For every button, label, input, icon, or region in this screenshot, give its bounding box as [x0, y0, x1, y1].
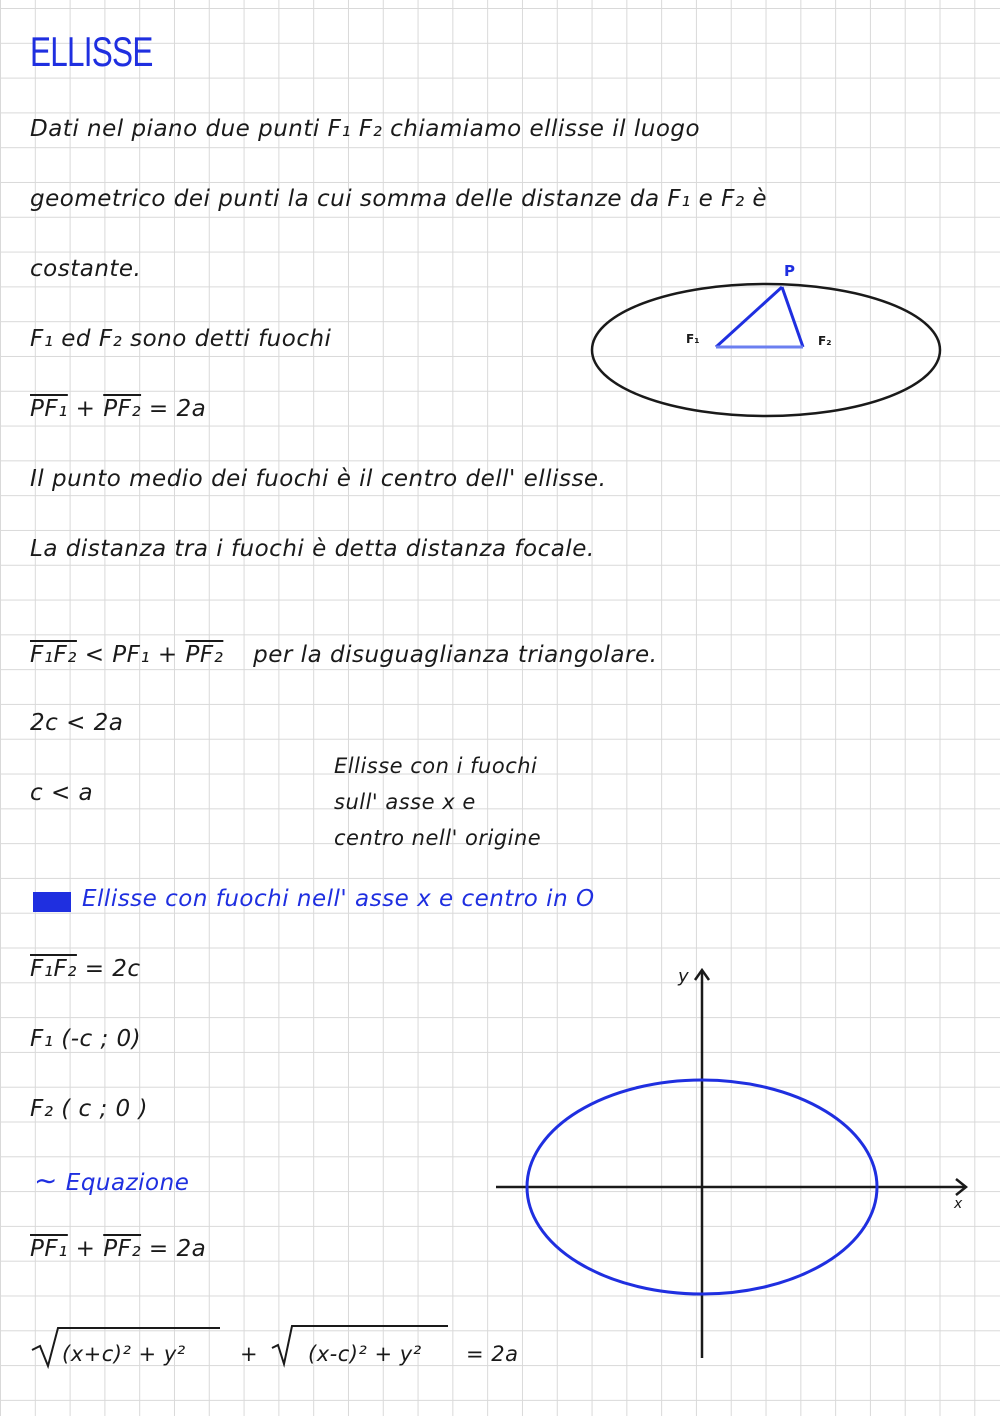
sqrt-rhs: = 2a: [466, 1342, 519, 1366]
f1f2-segment: F₁F₂: [30, 642, 77, 668]
focal-distance-text: La distanza tra i fuochi è detta distanza focale.: [30, 536, 595, 562]
y-axis-label: y: [678, 966, 689, 987]
focus-2-label: F₂: [818, 334, 832, 348]
side-note-line-1: Ellisse con i fuochi: [334, 754, 538, 778]
pf2-segment: PF₂: [185, 642, 224, 668]
point-p-label: P: [784, 262, 795, 280]
pf1-segment: PF₁: [30, 1236, 68, 1262]
side-note-line-3: centro nell' origine: [334, 826, 542, 850]
pf1-segment: PF₁: [30, 396, 68, 422]
definition-line-2: geometrico dei punti la cui somma delle distanze da F₁ e F₂ è: [30, 186, 768, 212]
inequality-2c-2a: 2c < 2a: [30, 710, 124, 736]
equals-2c: = 2c: [84, 956, 141, 982]
sqrt-term-1: (x+c)² + y²: [62, 1342, 186, 1366]
sqrt-term-2: (x-c)² + y²: [308, 1342, 422, 1366]
triangle-note: per la disuguaglianza triangolare.: [253, 642, 658, 668]
pf2-segment: PF₂: [103, 1236, 142, 1262]
x-axis-label: x: [954, 1196, 963, 1212]
equals-2a: = 2a: [148, 1236, 207, 1262]
equation-heading: Equazione: [65, 1170, 190, 1196]
definition-line-1: Dati nel piano due punti F₁ F₂ chiamiamo ellisse il luogo: [30, 116, 701, 142]
pf2-segment: PF₂: [103, 396, 142, 422]
plus-sign: +: [75, 1236, 96, 1262]
section-heading: Ellisse con fuochi nell' asse x e centro in O: [82, 886, 595, 912]
definition-line-3: costante.: [30, 256, 142, 282]
sqrt-plus: +: [240, 1342, 259, 1366]
f1-coordinates: F₁ (-c ; 0): [30, 1026, 142, 1052]
plus-sign: +: [75, 396, 96, 422]
inequality-c-a: c < a: [30, 780, 94, 806]
page-title: ELLISSE: [30, 28, 153, 75]
foci-text: F₁ ed F₂ sono detti fuochi: [30, 326, 332, 352]
f1f2-segment: F₁F₂: [30, 956, 77, 982]
side-note-line-2: sull' asse x e: [334, 790, 476, 814]
focus-1-label: F₁: [686, 332, 700, 346]
tilde-icon: ∼: [34, 1164, 58, 1197]
equals-2a: = 2a: [148, 396, 207, 422]
less-than-pf1: < PF₁ +: [84, 642, 178, 668]
f2-coordinates: F₂ ( c ; 0 ): [30, 1096, 148, 1122]
midpoint-text: Il punto medio dei fuochi è il centro dell' ellisse.: [30, 466, 607, 492]
